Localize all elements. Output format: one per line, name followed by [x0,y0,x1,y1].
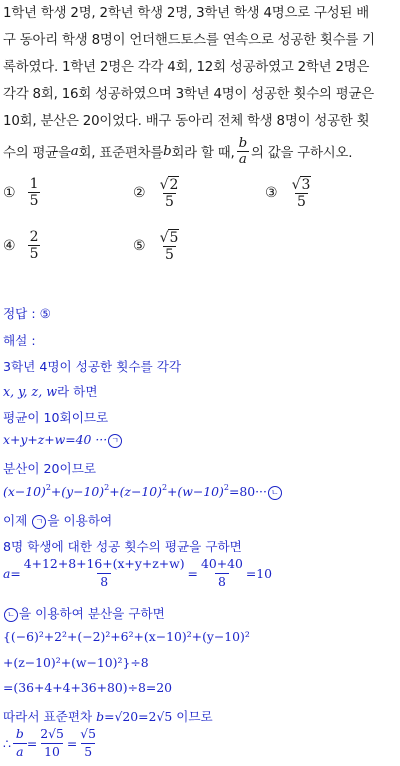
variable-a: a [70,144,79,160]
fraction-b-over-a: $\frac{b}{a}$ [238,136,247,168]
mean-equation: a= $\frac{4+12+8+16+(x+y+z+w)}{8}$ = $\frac{40+40}{8}$ =10 [3,556,273,589]
equation-line: x+y+z+w=40 ··· ㄱ [3,432,123,448]
solution-line: 3학년 4명이 성공한 횟수를 각각 [3,359,182,374]
solution-line: 이제 ㄱ 을 이용하여 [3,513,113,528]
variable-b: b [163,144,172,160]
choice-mark: ④ [3,237,16,254]
answer-line: 정답 : ⑤ [3,306,51,321]
choice-fraction: √ 5 5 [159,230,179,264]
question-line: 구 동아리 학생 8명이 언더핸드토스를 연속으로 성공한 횟수를 기 [3,33,375,48]
question-line: 1학년 학생 2명, 2학년 학생 2명, 3학년 학생 4명으로 구성된 배 [3,6,370,21]
question-line: 각각 8회, 16회 성공하였으며 3학년 4명이 성공한 횟수의 평균은 [3,87,375,102]
circled-mark-1: ㄱ [32,515,46,529]
equation-line: $(x-10)^2+(y-10)^2+(z-10)^2+(w-10)^2=80\cdot\cdot\cdot$ ㄴ [3,484,283,500]
variance-line-1: {(−6)²+2²+(−2)²+6²+(x−10)²+(y−10)² [3,629,250,644]
question-line: 10회, 분산은 20이었다. 배구 동아리 전체 학생 8명이 성공한 횟 [3,114,370,129]
final-equation: ∴ $\frac{b}{a}$ = $\frac{2√5}{10}$ = $\frac{√5}{5}$ [3,726,97,759]
solution-line: ㄴ 을 이용하여 분산을 구하면 [3,603,165,622]
variance-line-3: =(36+4+4+36+80)÷8=20 [3,680,173,695]
solution-block [3,0,397,766]
solution-line: 평균이 10회이므로 [3,410,109,425]
choice-mark: ③ [265,185,278,202]
choice-fraction: $\frac{2}{5}$ [29,229,39,263]
choice-fraction: √ 2 5 [159,177,179,211]
question-last-line: 수의 평균을 a 회, 표준편차를 b 회라 할 때, $\frac{b}{a}$ 의 값을 구하시오. [3,136,353,168]
solution-line: 따라서 표준편차 b=√20=2√5 이므로 [3,709,213,724]
solution-line: 8명 학생에 대한 성공 횟수의 평균을 구하면 [3,539,242,554]
choice-fraction: $\frac{1}{5}$ [29,176,39,210]
choice-mark: ⑤ [133,238,146,255]
solution-line: 분산이 20이므로 [3,461,97,476]
variance-line-2: +(z−10)²+(w−10)²}÷8 [3,655,149,670]
circled-mark-2: ㄴ [268,486,282,500]
question-line: 록하였다. 1학년 2명은 각각 4회, 12회 성공하였고 2학년 2명은 [3,60,370,75]
solution-line: x, y, z, w라 하면 [3,384,98,399]
choice-fraction: √ 3 5 [291,177,311,211]
choice-mark: ① [3,184,16,201]
circled-mark-1: ㄱ [108,434,122,448]
solution-label: 해설 : [3,333,36,348]
circled-mark-2: ㄴ [4,608,18,622]
choice-mark: ② [133,185,146,202]
